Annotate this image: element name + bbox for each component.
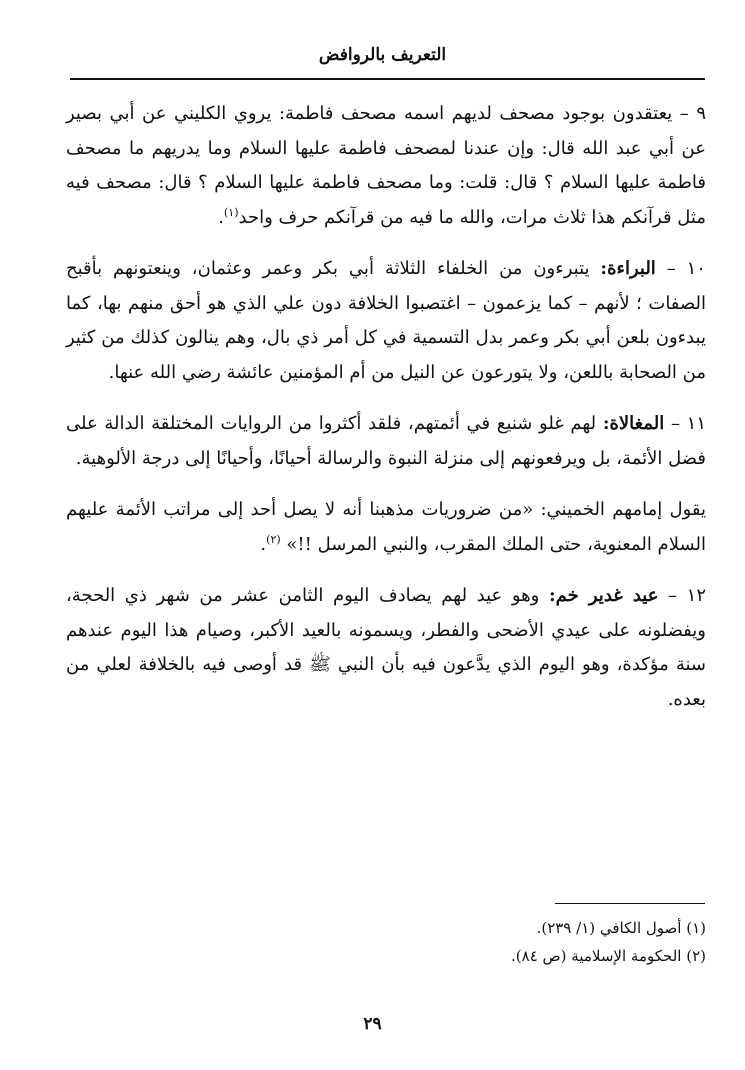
paragraph-text: لهم غلو شنيع في أئمتهم، فلقد أكثروا من الروايات المختلقة الدالة على فضل الأئمة، بل ويرفعونهم إلى منزلة النبوة والرسالة أحيانًا، وأحيانًا إلى درجة الألوهية. — [66, 413, 706, 469]
paragraph-text: يعتقدون بوجود مصحف لديهم اسمه مصحف فاطمة: يروي الكليني عن أبي بصير عن أبي عبد الله قال: وإن عندنا لمصحف فاطمة عليها السلام وما يدريهم ما مصحف فاطمة عليها السلام ؟ قال: قلت: وما مصحف فاطمة عليها السلام ؟ قال: مصحف فيه مثل قرآنكم هذا ثلاث مرات، والله ما فيه من قرآنكم حرف واحد — [66, 103, 706, 228]
paragraph-9 — [66, 97, 706, 235]
paragraph-end: . — [260, 533, 267, 555]
paragraph-text: يتبرءون من الخلفاء الثلاثة أبي بكر وعمر وعثمان، وينعتونهم بأقبح الصفات ؛ لأنهم – كما يزعمون – اغتصبوا الخلافة دون علي الذي هو أحق منهم بها، كما يبدءون بلعن أبي بكر وعمر بدل التسمية في كل أمر ذي بال، وهم ينالون كذلك من كثير من الصحابة باللعن، ولا يتورعون عن النيل من أم المؤمنين عائشة رضي الله عنها. — [66, 258, 706, 383]
header-rule — [70, 78, 705, 80]
item-term: عيد غدير خم: — [548, 585, 659, 606]
footnote-separator — [555, 903, 705, 904]
footnote-1: (١) أصول الكافي (١/ ٢٣٩). — [536, 919, 706, 937]
paragraph-khomeini-quote — [66, 493, 706, 562]
footnote-marker[interactable]: (١) — [224, 205, 239, 219]
item-term: المغالاة: — [602, 413, 665, 434]
paragraph-11 — [66, 407, 706, 476]
paragraph-end: . — [218, 206, 224, 228]
item-number: ١٠ – — [666, 258, 706, 279]
running-header: التعريف بالروافض — [318, 45, 447, 65]
footnote-marker[interactable]: (٢) — [266, 532, 281, 546]
footnote-2: (٢) الحكومة الإسلامية (ص ٨٤). — [511, 947, 706, 965]
item-number: ١١ – — [670, 413, 706, 434]
page-number: ٢٩ — [363, 1014, 382, 1034]
item-number: ٩ – — [679, 103, 706, 124]
item-term: البراءة: — [600, 258, 656, 279]
paragraph-text: يقول إمامهم الخميني: «من ضروريات مذهبنا أنه لا يصل أحد إلى مراتب الأئمة عليهم السلام المعنوية، حتى الملك المقرب، والنبي المرسل !!» — [66, 499, 706, 555]
paragraph-12 — [66, 579, 706, 717]
main-text — [66, 97, 706, 734]
item-number: ١٢ – — [668, 585, 706, 606]
paragraph-text: وهو عيد لهم يصادف اليوم الثامن عشر من شهر ذي الحجة، ويفضلونه على عيدي الأضحى والفطر، ويسمونه بالعيد الأكبر، وصيام هذا اليوم عندهم سنة مؤكدة، وهو اليوم الذي يدَّعون فيه بأن النبي ﷺ قد أوصى فيه بالخلافة لعلي من بعده. — [66, 585, 706, 710]
paragraph-10 — [66, 252, 706, 390]
footnotes — [66, 914, 706, 970]
